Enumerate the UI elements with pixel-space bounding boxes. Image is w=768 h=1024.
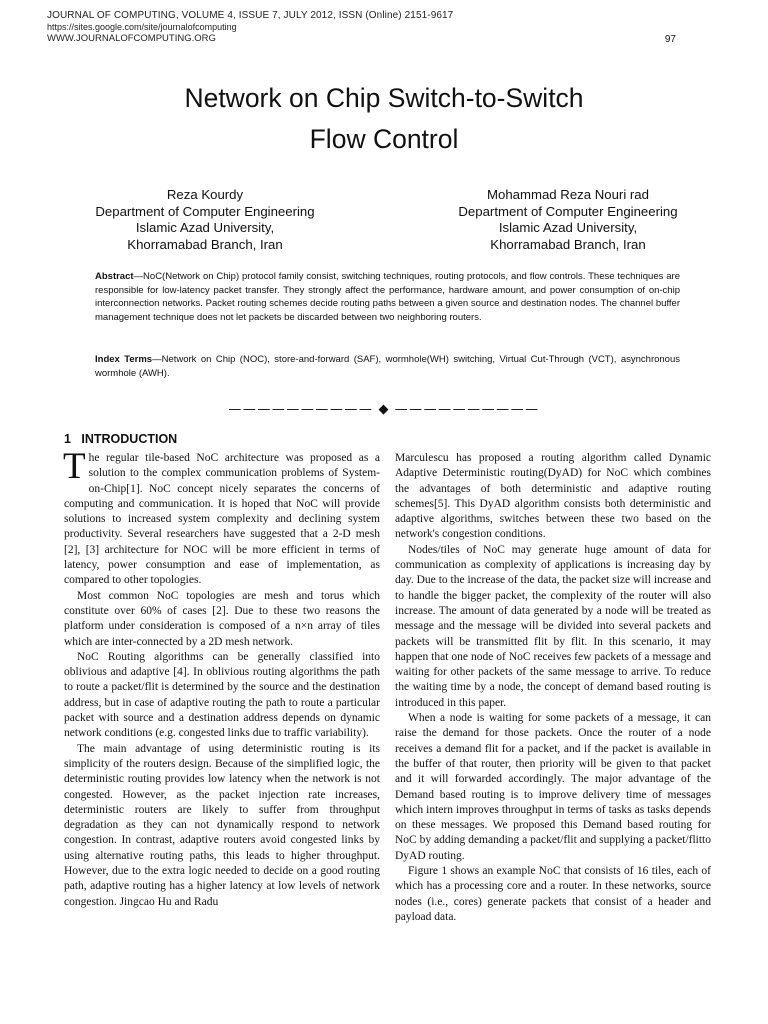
paper-title (0, 78, 768, 160)
journal-website[interactable]: WWW.JOURNALOFCOMPUTING.ORG (47, 33, 216, 44)
author-branch: Khorramabad Branch, Iran (490, 236, 646, 252)
site-url[interactable]: https://sites.google.com/site/journalofcomputing (47, 22, 237, 32)
index-terms (95, 353, 680, 380)
abstract-text: —NoC(Network on Chip) protocol family consist, switching techniques, routing protocols, and flow controls. These techniques are responsible for low-latency packet transfer. They strongly affect the performance, hardware amount, and power consumption of on-chip interconnection networks. Packet routing schemes decide routing paths between a given source and destination nodes. The channel buffer management technique does not let packets be discarded between two neighboring routers. (95, 271, 680, 324)
title-line-2: Flow Control (309, 124, 459, 154)
running-header (47, 10, 453, 45)
section-number: 1 (64, 432, 71, 446)
author-branch: Khorramabad Branch, Iran (127, 236, 283, 252)
author-university: Islamic Azad University, (135, 220, 275, 236)
author-university: Islamic Azad University, (498, 220, 638, 236)
paragraph: When a node is waiting for some packets of a message, it can raise the demand for those packets. Once the router of a node receives a demand flit for a packet, and if the packet is available in the buffer of that router, then priority will be given to that packet and it will forwarded accordingly. The major advantage of the Demand based routing is to improve delivery time of messages which intern improves throughput in terms of tasks as tasks depends on these messages. We proposed this Demand based routing for NoC by adding demanding a packet/flit and supplying a packet/flitto DyAD routing. (395, 712, 711, 862)
left-column (63, 446, 380, 910)
section-title-rest: NTRODUCTION (84, 432, 178, 446)
author-block-1 (55, 187, 355, 253)
divider-dashes-right: —————————— (394, 402, 540, 417)
section-initial: I (81, 432, 85, 446)
paragraph: Marculescu has proposed a routing algorithm called Dynamic Adaptive Deterministic routing(DyAD) for NoC which combines the advantages of both deterministic and adaptive routing schemes[5]. This DyAD algorithm consists both deterministic and adaptive algorithms, switches between these two based on the network's congestion conditions. (395, 452, 711, 541)
paragraph: Most common NoC topologies are mesh and torus which constitute over 60% of cases [2]. Due to these two reasons the platform under consideration is composed of a n×n array of tiles which are inter-connected by a 2D mesh network. (64, 589, 380, 648)
index-terms-label: Index Terms (95, 354, 153, 365)
section-divider (0, 402, 768, 417)
paragraph: Figure 1 shows an example NoC that consists of 16 tiles, each of which has a processing core and a router. In these networks, source nodes (i.e., cores) generate packets that consist of a header and payload data. (395, 865, 711, 923)
title-line-1: Network on Chip Switch-to-Switch (184, 83, 584, 113)
author-name: Mohammad Reza Nouri rad (487, 187, 649, 202)
journal-line: JOURNAL OF COMPUTING, VOLUME 4, ISSUE 7, JULY 2012, ISSN (Online) 2151-9617 (47, 10, 454, 21)
paragraph (63, 446, 380, 589)
diamond-icon: ◆ (378, 402, 390, 417)
abstract (95, 270, 680, 325)
paragraph: The main advantage of using deterministic routing is its simplicity of the routers design. Because of the simplified logic, the deterministic routing provides low latency when the network is not congested. However, as the packet injection rate increases, deterministic routers are likely to suffer from throughput degradation as they can not dynamically respond to network congestion. In contrast, adaptive routers avoid congested links by using alternative routing paths, this leads to higher throughput. However, due to the extra logic needed to decide on a good routing path, adaptive routing has a higher latency at low levels of network congestion. Jingcao Hu and Radu (64, 742, 380, 908)
author-name: Reza Kourdy (166, 187, 244, 202)
section-heading (64, 432, 177, 446)
paragraph: Nodes/tiles of NoC may generate huge amount of data for communication as complexity of applications is increasing day by day. Due to the increase of the data, the packet size will increase and to handle the bigger packet, the complexity of the router will also increase. The amount of data generated by a node will be treated as message and the message will be divided into several packets and packets will be transmitted flit by flit. In this scenario, it may happen that one node of NoC receives few packets of a message and waiting for other packets of the same message to arrive. To reduce the waiting time by a node, the concept of demand based routing is introduced in this paper. (395, 543, 711, 709)
abstract-label: Abstract (95, 271, 134, 282)
divider-dashes-left: —————————— (228, 402, 374, 417)
right-column (395, 451, 711, 925)
author-department: Department of Computer Engineering (95, 203, 315, 219)
author-block-2 (418, 187, 718, 253)
paragraph: NoC Routing algorithms can be generally classified into oblivious and adaptive [4]. In oblivious routing algorithms the path to route a packet/flit is determined by the source and the destination address, but in case of adaptive routing the path to route a particular packet with source and a destination address depends on dynamic network conditions (e.g. congested links due to traffic variability). (64, 650, 380, 740)
page-number: 97 (664, 34, 676, 45)
drop-cap: T (63, 446, 86, 487)
index-terms-text: —Network on Chip (NOC), store-and-forward (SAF), wormhole(WH) switching, Virtual Cut-Through (VCT), asynchronous wormhole (AWH). (95, 354, 680, 379)
paragraph-text: he regular tile-based NoC architecture was proposed as a solution to the complex communication problems of System-on-Chip[1]. NoC concept nicely separates the concerns of computing and communication. It is hoped that NoC will provide solutions to increased system complexity and declining system productivity. Several researchers have suggested that a 2-D mesh [2], [3] architecture for NOC will be more efficient in terms of latency, power consumption and ease of implementation, as compared to other topologies. (64, 452, 380, 587)
author-department: Department of Computer Engineering (458, 203, 678, 219)
